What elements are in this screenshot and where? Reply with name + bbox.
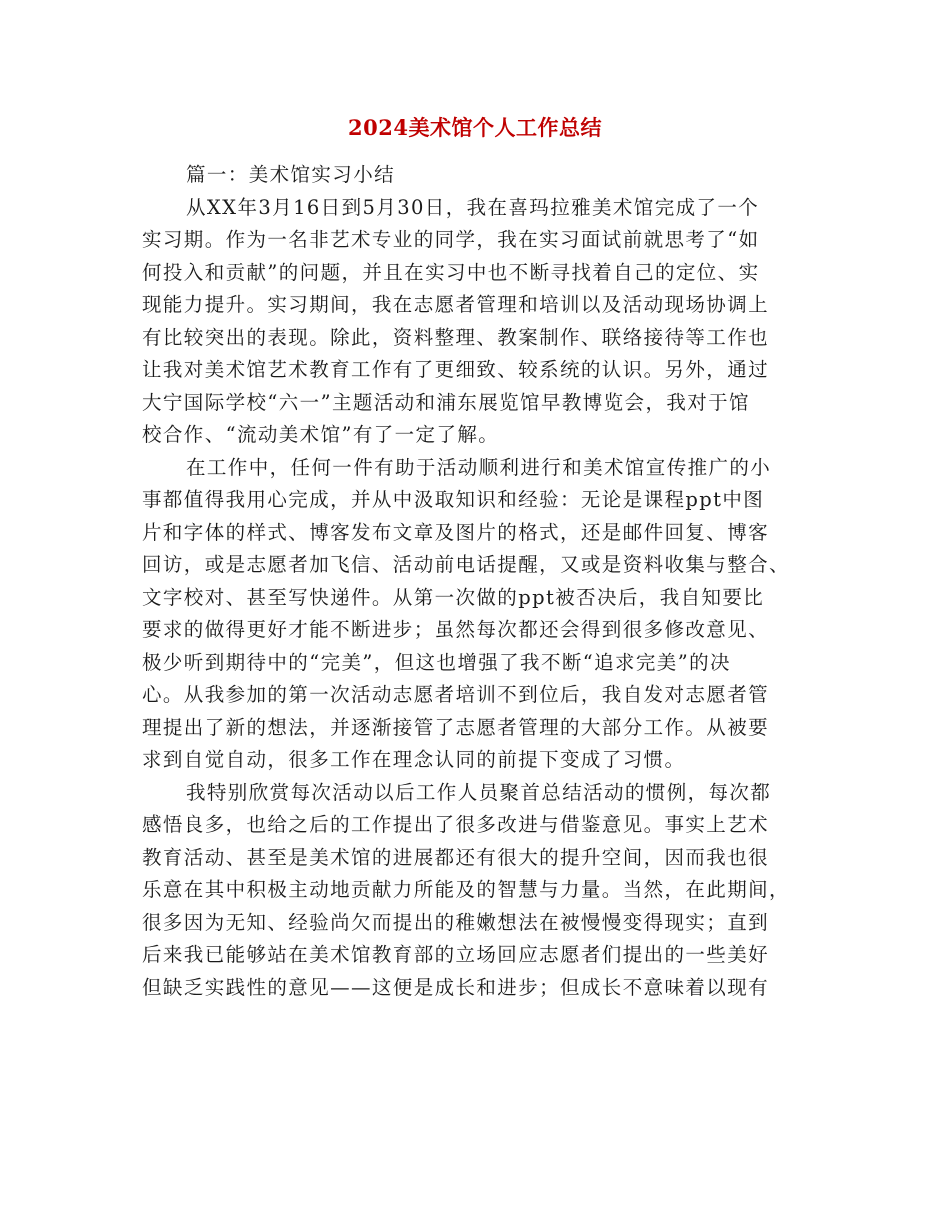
paragraph-line: 文字校对、甚至写快递件。从第一次做的ppt被否决后，我自知要比 bbox=[142, 585, 765, 609]
paragraph-line: 乐意在其中积极主动地贡献力所能及的智慧与力量。当然，在此期间， bbox=[142, 878, 790, 901]
document-body bbox=[142, 159, 808, 1004]
paragraph-line: 片和字体的样式、博客发布文章及图片的格式，还是邮件回复、博客 bbox=[142, 520, 770, 544]
paragraph-line: 后来我已能够站在美术馆教育部的立场回应志愿者们提出的一些美好 bbox=[142, 943, 770, 966]
paragraph-line: 实习期。作为一名非艺术专业的同学，我在实习面试前就思考了“如 bbox=[142, 228, 760, 251]
paragraph-1 bbox=[142, 192, 808, 452]
paragraph-line: 极少听到期待中的“完美”，但这也增强了我不断“追求完美”的决 bbox=[142, 650, 731, 674]
paragraph-line: 回访，或是志愿者加飞信、活动前电话提醒，又或是资料收集与整合、 bbox=[142, 553, 790, 576]
paragraph-line: 校合作、“流动美术馆”有了一定了解。 bbox=[142, 423, 500, 446]
paragraph-line: 事都值得我用心完成，并从中汲取知识和经验：无论是课程ppt中图 bbox=[142, 488, 765, 511]
paragraph-line: 从XX年3月16日到5月30日，我在喜玛拉雅美术馆完成了一个 bbox=[186, 195, 760, 219]
paragraph-line: 很多因为无知、经验尚欠而提出的稚嫩想法在被慢慢变得现实；直到 bbox=[142, 910, 770, 934]
paragraph-line: 大宁国际学校“六一”主题活动和浦东展览馆早教博览会，我对于馆 bbox=[142, 390, 750, 414]
paragraph-line: 求到自觉自动，很多工作在理念认同的前提下变成了习惯。 bbox=[142, 748, 686, 771]
paragraph-line: 理提出了新的想法，并逐渐接管了志愿者管理的大部分工作。从被要 bbox=[142, 715, 770, 739]
paragraph-line: 感悟良多，也给之后的工作提出了很多改进与借鉴意见。事实上艺术 bbox=[142, 813, 770, 836]
paragraph-line: 何投入和贡献”的问题，并且在实习中也不断寻找着自己的定位、实 bbox=[142, 260, 760, 284]
paragraph-line: 教育活动、甚至是美术馆的进展都还有很大的提升空间，因而我也很 bbox=[142, 845, 770, 869]
paragraph-line: 要求的做得更好才能不断进步；虽然每次都还会得到很多修改意见、 bbox=[142, 618, 770, 641]
paragraph-line: 现能力提升。实习期间，我在志愿者管理和培训以及活动现场协调上 bbox=[142, 293, 770, 316]
paragraph-line: 心。从我参加的第一次活动志愿者培训不到位后，我自发对志愿者管 bbox=[142, 683, 770, 706]
paragraph-line: 我特别欣赏每次活动以后工作人员聚首总结活动的惯例，每次都 bbox=[186, 780, 772, 804]
paragraph-line: 但缺乏实践性的意见——这便是成长和进步；但成长不意味着以现有 bbox=[142, 975, 770, 999]
paragraph-line: 让我对美术馆艺术教育工作有了更细致、较系统的认识。另外，通过 bbox=[142, 358, 770, 381]
paragraph-line: 有比较突出的表现。除此，资料整理、教案制作、联络接待等工作也 bbox=[142, 325, 770, 349]
document-title: 2024美术馆个人工作总结 bbox=[348, 115, 602, 140]
section-heading: 篇一：美术馆实习小结 bbox=[186, 163, 396, 186]
paragraph-3 bbox=[142, 777, 808, 1005]
paragraph-2 bbox=[142, 452, 808, 777]
paragraph-line: 在工作中，任何一件有助于活动顺利进行和美术馆宣传推广的小 bbox=[186, 455, 772, 479]
